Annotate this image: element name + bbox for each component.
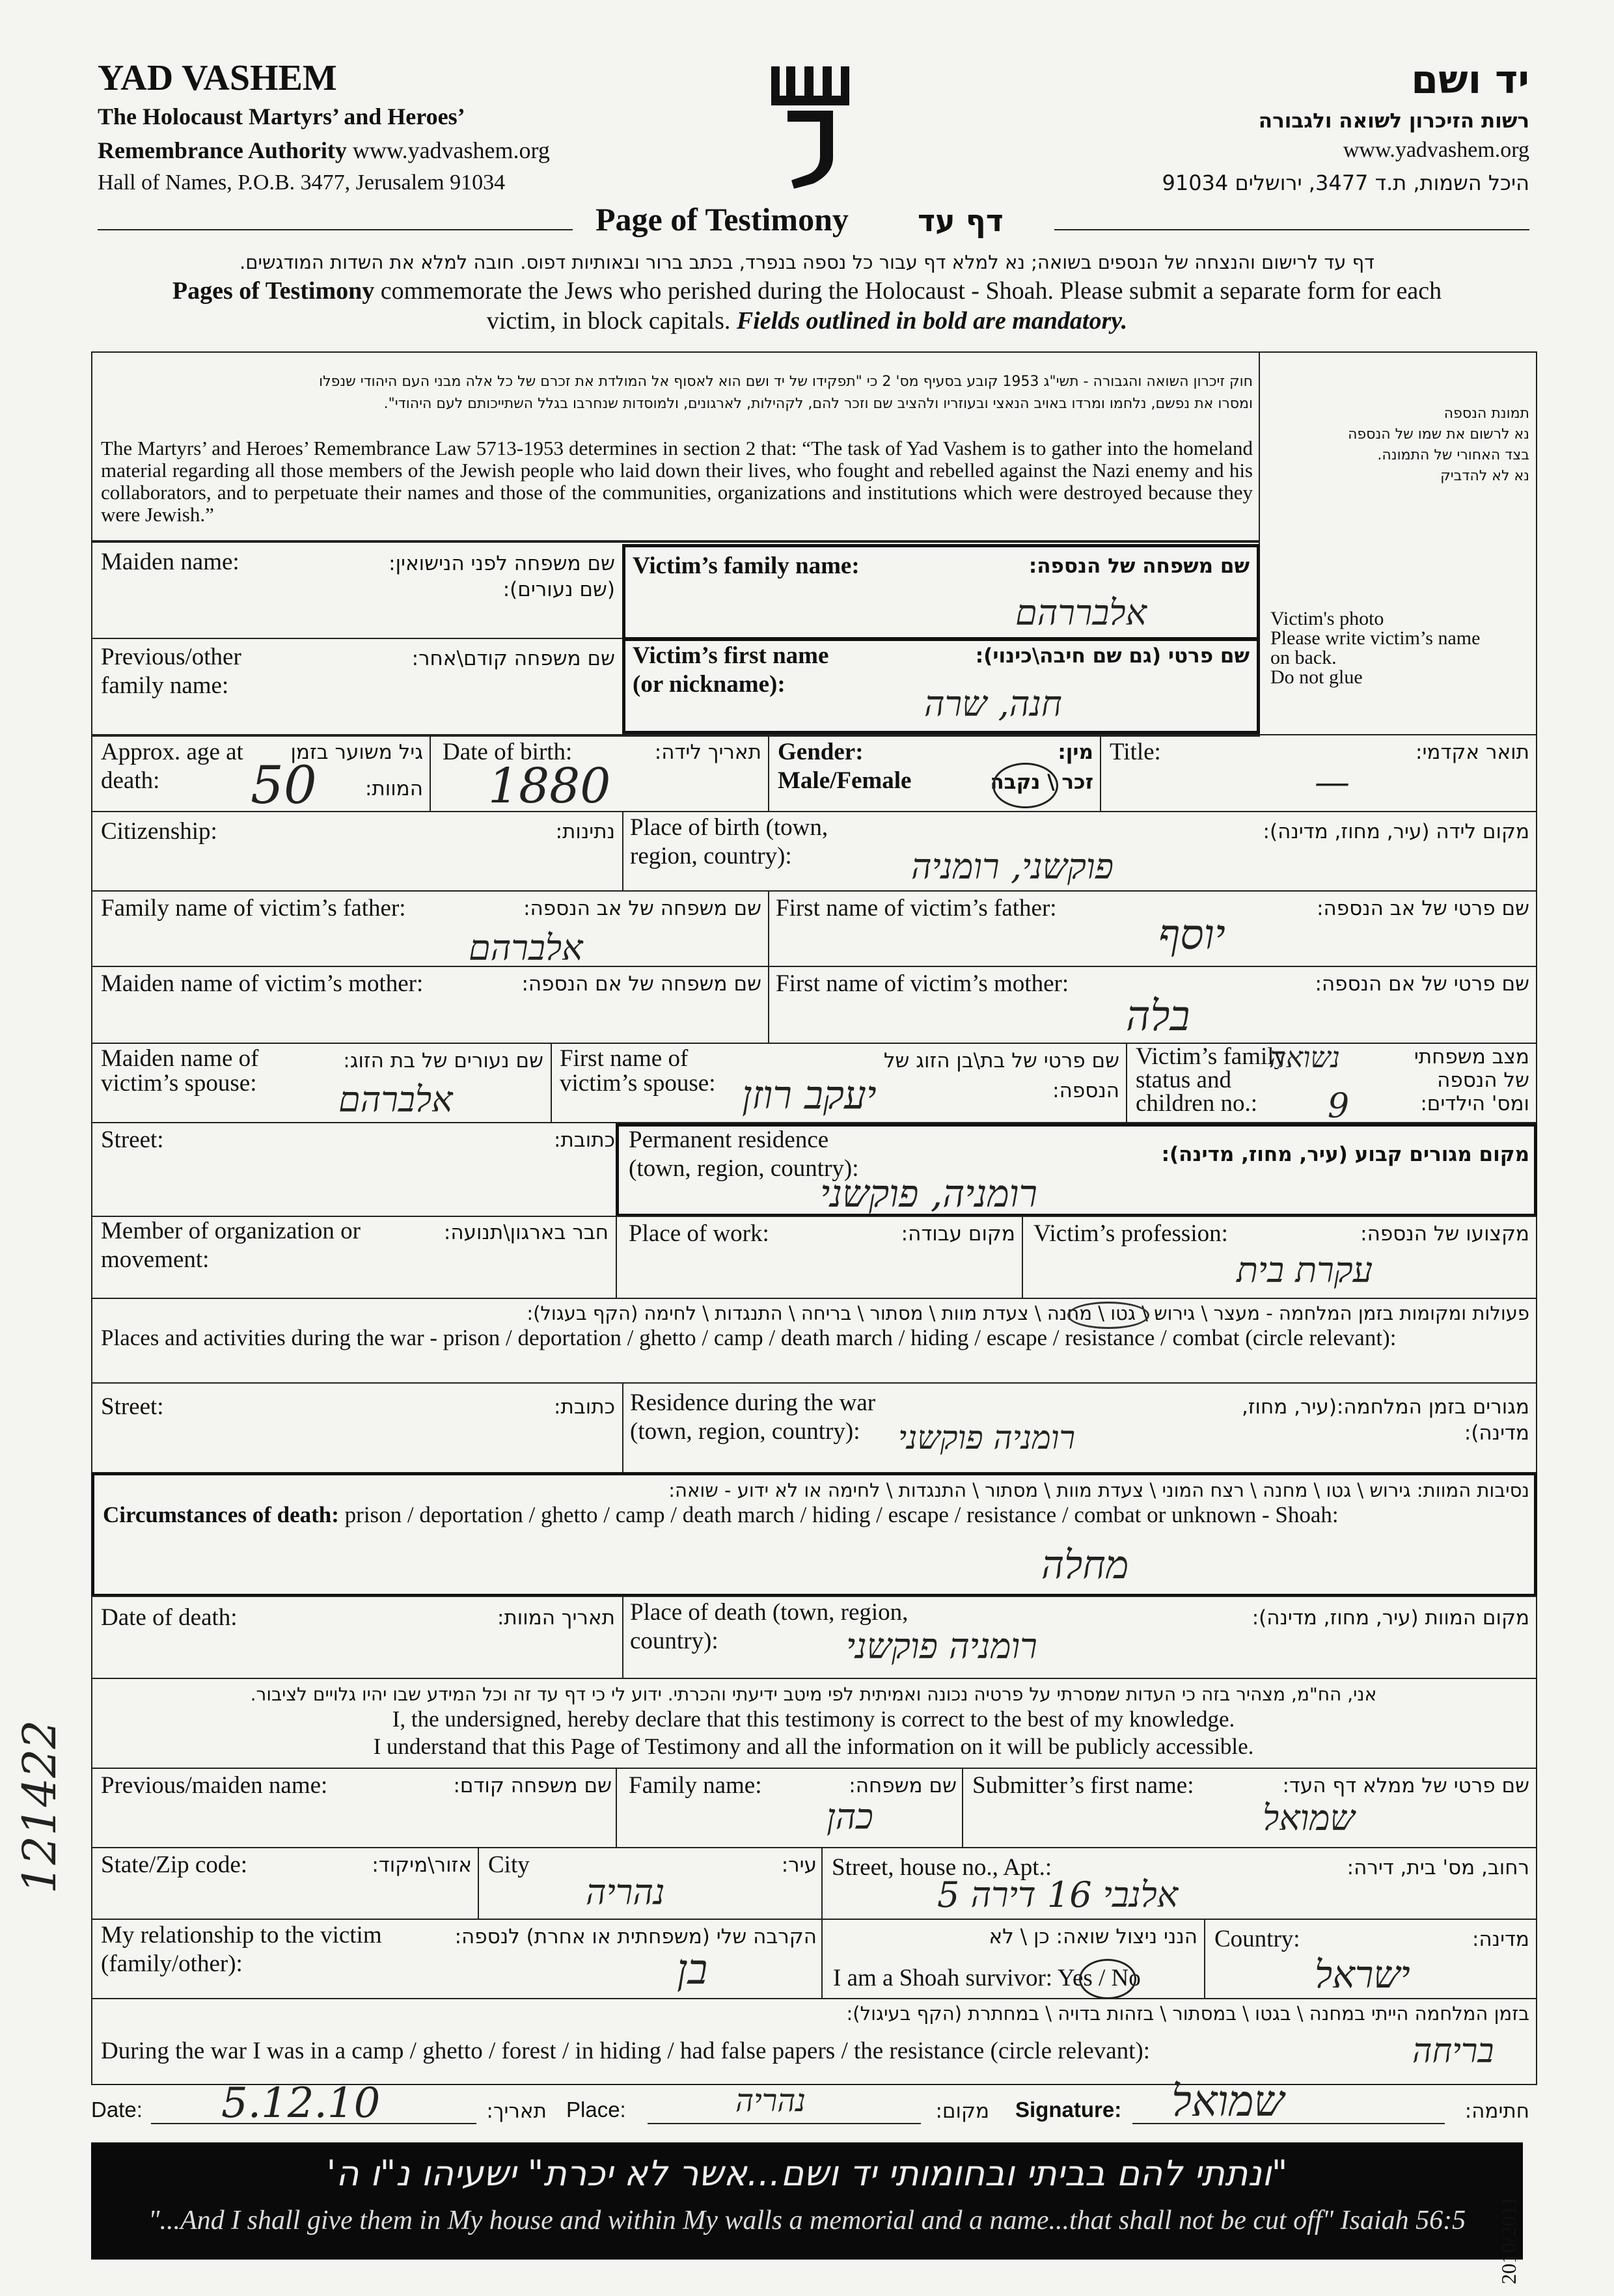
pob-label: [630, 813, 828, 871]
sub-family-value: כהן: [827, 1796, 873, 1837]
intro-en: [78, 276, 1536, 336]
pod-label-he: מקום המוות (עיר, מחוז, מדינה):: [1252, 1606, 1529, 1630]
sub-family-label-he: שם משפחה:: [849, 1774, 957, 1797]
footer-quote-he: "ונתתי להם בביתי ובחומותי יד ושם...אשר לא יכרת" ישעיהו נ"ו ה': [326, 2153, 1288, 2194]
perm-res-value: רומניה, פוקשני: [820, 1171, 1038, 1216]
signature-label: Signature:: [1015, 2098, 1122, 2122]
victim-first-en2: (or nickname):: [633, 671, 786, 698]
place-line: [648, 2123, 921, 2124]
footer-quote-en: "...And I shall give them in My house and within My walls a memorial and a name...that shall not be cut off" Isaiah 56:5: [148, 2206, 1466, 2235]
org-name-he: יד ושם: [1411, 57, 1529, 103]
law-he-line1: חוק זיכרון השואה והגבורה - תשי"ג 1953 קובע בסעיף מס' 2 כי "תפקידו של יד ושם הוא לאסוף אל המולדת את זכרם של כל אלה מבני העם היהודי שנפלו: [319, 374, 1253, 390]
spouse-first-value: יעקב רוזן: [742, 1073, 877, 1118]
spouse-first-he: שם פרטי של בת\בן הזוג של: [883, 1049, 1119, 1073]
divider-mother: [768, 966, 769, 1044]
row-names-divider: [91, 638, 625, 639]
sub-family-label: Family name:: [629, 1772, 762, 1799]
dob-label-he: תאריך לידה:: [654, 741, 761, 764]
deportation-circle: [1067, 1302, 1149, 1329]
divider-rel2: [1204, 1919, 1205, 1999]
divider-work: [1022, 1216, 1023, 1299]
perm-res-en2: (town, region, country):: [629, 1155, 859, 1182]
pob-en2: region, country):: [630, 843, 792, 869]
photo-en-line4: Do not glue: [1270, 666, 1363, 688]
gender-en2: Male/Female: [778, 767, 912, 794]
war-res-value: רומניה פוקשני: [898, 1419, 1076, 1456]
divider-addr2: [821, 1847, 823, 1920]
street2-label-he: רחוב, מס' בית, דירה:: [1347, 1856, 1529, 1879]
photo-en-line1: Victim's photo: [1270, 608, 1384, 629]
place-label: Place:: [566, 2098, 626, 2122]
street2-label: Street, house no., Apt.:: [832, 1854, 1052, 1881]
children-value: 9: [1328, 1087, 1350, 1126]
org-name-en: YAD VASHEM: [98, 58, 337, 98]
circ-en-bold: Circumstances of death:: [103, 1502, 339, 1527]
work-label-he: מקום עבודה:: [901, 1222, 1015, 1246]
family-status-label-he: [1399, 1045, 1529, 1115]
street2-value: אלנבי 16 דירה 5: [937, 1874, 1179, 1915]
header-rule-left: [98, 229, 573, 230]
title-label-he: תואר אקדמי:: [1416, 741, 1529, 764]
country-label: Country:: [1214, 1926, 1300, 1952]
war-res-en: Residence during the war: [630, 1389, 876, 1416]
header-rule-right: [1054, 229, 1529, 230]
sub-prev-label: Previous/maiden name:: [101, 1772, 328, 1799]
dob-value: 1880: [488, 758, 611, 814]
intro-mandatory-note: Fields outlined in bold are mandatory.: [736, 307, 1128, 335]
spouse-maiden-label: [101, 1046, 258, 1096]
divider-death: [622, 1596, 623, 1679]
spouse-first-en: First name of: [560, 1045, 689, 1072]
sub-prev-label-he: שם משפחה קודם:: [453, 1774, 612, 1797]
pob-value: פוקשני, רומניה: [911, 846, 1114, 887]
divider-citizenship: [622, 811, 623, 892]
gender-he2: זכר \ נקבה: [990, 771, 1093, 794]
places-en: Places and activities during the war - prison / deportation / ghetto / camp / death march / hiding / escape / resistance / combat (circle relevant):: [101, 1325, 1397, 1350]
spouse-maiden-en2: victim’s spouse:: [101, 1070, 257, 1097]
circ-en: [103, 1501, 1339, 1529]
victim-family-value: אלבררהם: [1015, 592, 1147, 633]
age-label: [101, 738, 243, 795]
website-en: www.yadvashem.org: [352, 137, 550, 163]
declare-he: אני, הח"מ, מצהיר בזה כי העדות שמסרתי על פרטיה נכונה ואמיתית לפי מיטב ידיעתי והכרתי. ידוע לי כי דף עד זה וכל המידע שבו יהיו גלויים לציבור.: [250, 1684, 1377, 1705]
intro-bold-title: Pages of Testimony: [172, 277, 375, 305]
age-value: 50: [251, 755, 317, 815]
title-label: Title:: [1110, 739, 1161, 765]
spouse-first-en2: victim’s spouse:: [560, 1070, 716, 1097]
family-status-en3: children no.:: [1136, 1090, 1258, 1117]
spouse-maiden-label-he: שם נעורים של בת הזוג:: [343, 1049, 543, 1073]
form-year: 2010/2011: [1497, 2196, 1520, 2284]
intro-he: דף עד לרישום והנצחה של הנספים בשואה; נא למלא דף עבור כל נספה בנפרד, בכתב ברור ובאותיות דפוס. חובה למלא את השדות המודגשים.: [239, 251, 1375, 273]
place-label-he: מקום:: [935, 2099, 989, 2123]
maiden-name-he: שם משפחה לפני הנישואין:: [389, 552, 615, 575]
divider-war: [622, 1382, 623, 1473]
victim-family-label: Victim’s family name:: [633, 553, 860, 579]
rel-label-he: הקרבה שלי (משפחתית או אחרת) לנספה:: [454, 1925, 817, 1948]
photo-en-line3: on back.: [1270, 647, 1337, 668]
rel-en: My relationship to the victim: [101, 1922, 382, 1948]
sub-first-value: שמואל: [1263, 1797, 1355, 1838]
org-label: [101, 1217, 361, 1274]
place-value: נהריה: [735, 2083, 806, 2119]
divider-sub1: [616, 1768, 617, 1848]
family-status-value: נשואה: [1269, 1041, 1340, 1074]
divider-org: [616, 1216, 617, 1299]
circ-value: מחלה: [1041, 1542, 1129, 1588]
signature-label-he: חתימה:: [1464, 2099, 1529, 2123]
victim-first-label-he: שם פרטי (גם שם חיבה\כינוי):: [975, 644, 1250, 668]
mother-first-value: בלה: [1126, 992, 1190, 1041]
website-he: www.yadvashem.org: [1343, 138, 1529, 162]
mother-first-label-he: שם פרטי של אם הנספה:: [1315, 972, 1529, 996]
pob-en: Place of birth (town,: [630, 814, 828, 841]
family-status-he3: ומס' הילדים:: [1420, 1092, 1529, 1115]
age-he2: המוות:: [364, 777, 423, 800]
org-subtitle-he: רשות הזיכרון לשואה ולגבורה: [1258, 109, 1529, 133]
perm-res-en: Permanent residence: [629, 1127, 829, 1153]
org-subtitle-en-2: [98, 137, 550, 164]
family-status-he: מצב משפחתי: [1414, 1045, 1529, 1069]
war-street-label-he: כתובת:: [554, 1395, 615, 1419]
victim-first-en: Victim’s first name: [633, 642, 829, 669]
prev-family-label: [101, 643, 241, 700]
war-res-label-he: מגורים בזמן המלחמה:(עיר, מחוז, מדינה):: [1241, 1395, 1529, 1445]
father-first-value: יוסף: [1158, 911, 1225, 959]
war-res-en2: (town, region, country):: [630, 1418, 860, 1445]
signature-value: שמואל: [1171, 2076, 1285, 2126]
perm-res-label-he: מקום מגורים קבוע (עיר, מחוז, מדינה):: [1161, 1143, 1529, 1166]
org-subtitle-en: The Holocaust Martyrs’ and Heroes’: [98, 103, 465, 130]
declare-en1: I, the undersigned, hereby declare that this testimony is correct to the best of my knowledge.: [392, 1706, 1235, 1732]
wartime-value: בריחה: [1412, 2032, 1494, 2071]
dod-label-he: תאריך המוות:: [497, 1606, 615, 1630]
margin-number: 121422: [13, 1719, 66, 1894]
maiden-name-he2: (שם נעורים):: [502, 578, 615, 601]
mother-maiden-label-he: שם משפחה של אם הנספה:: [521, 972, 761, 996]
divider-age: [430, 734, 431, 812]
org-authority-label: Remembrance Authority: [98, 137, 347, 163]
law-he-line2: ומסרו את נפשם, נלחמו ומרדו באויב הנאצי ובעוזריו ולהציב שם וזכר להם, לקהילות, לארגונים, ולמוסדות שנחרבו בגלל השתייכותם לעם היהודי".: [383, 396, 1253, 412]
mother-first-label: First name of victim’s mother:: [776, 970, 1069, 997]
street-label: Street:: [101, 1127, 164, 1153]
citizenship-label: Citizenship:: [101, 818, 217, 845]
age-en2: death:: [101, 767, 160, 794]
family-status-en: Victim’s family: [1136, 1043, 1287, 1070]
divider-status: [1126, 1043, 1127, 1123]
spouse-maiden-value: אלברהם: [338, 1079, 453, 1120]
org-en2: movement:: [101, 1246, 210, 1273]
rel-label: [101, 1921, 382, 1978]
city-label: City: [488, 1852, 530, 1878]
father-family-label: Family name of victim’s father:: [101, 895, 406, 922]
profession-label: Victim’s profession:: [1033, 1220, 1228, 1247]
intro-line2: victim, in block capitals.: [486, 307, 737, 335]
war-res-label: [630, 1389, 875, 1446]
photo-instructions-en: [1270, 609, 1480, 687]
declare-en2: I understand that this Page of Testimony and all the information on it will be publicly accessible.: [373, 1734, 1254, 1759]
date-label-he: תאריך:: [486, 2099, 547, 2123]
circ-he: נסיבות המוות: גירוש \ גטו \ מחנה \ רצח המוני \ צעדת מוות \ מסתור \ התנגדות \ לחימה או לא ידוע - שואה:: [668, 1479, 1529, 1501]
survivor-label-he: הנני ניצול שואה: כן \ לא: [989, 1925, 1197, 1948]
gender-label: [778, 738, 911, 795]
divider-addr1: [478, 1847, 479, 1920]
page-title-he: דף עד: [918, 203, 1004, 238]
father-first-label: First name of victim’s father:: [776, 895, 1057, 922]
org-label-he: חבר בארגון\תנועה:: [443, 1221, 609, 1244]
father-family-value: אלברהם: [469, 927, 583, 968]
pod-en2: country):: [630, 1628, 718, 1654]
photo-en-line2: Please write victim’s name: [1270, 627, 1481, 649]
rel-value: בן: [677, 1946, 708, 1994]
yad-vashem-logo: [768, 60, 853, 190]
survivor-label: I am a Shoah survivor: Yes / No: [833, 1965, 1141, 1991]
page-title-en: Page of Testimony: [595, 201, 849, 238]
family-status-he2: של הנספה: [1437, 1069, 1529, 1092]
spouse-first-he2: הנספה:: [1052, 1079, 1119, 1102]
date-label: Date:: [91, 2098, 143, 2122]
pod-en: Place of death (town, region,: [630, 1599, 909, 1626]
pod-value: רומניה פוקשני: [846, 1626, 1037, 1667]
survivor-yes-circle: [1079, 1959, 1136, 1999]
war-street-label: Street:: [101, 1393, 164, 1420]
gender-he: מין:: [1058, 741, 1093, 764]
date-value: 5.12.10: [221, 2079, 381, 2127]
zip-label: State/Zip code:: [101, 1852, 248, 1878]
street-label-he: כתובת:: [554, 1128, 615, 1152]
city-label-he: עיר:: [781, 1853, 817, 1877]
intro-line1: commemorate the Jews who perished during the Holocaust - Shoah. Please submit a separate form for each: [374, 277, 1442, 305]
family-status-label: [1136, 1045, 1286, 1115]
photo-instructions-he: [1269, 403, 1529, 487]
circ-en-rest: prison / deportation / ghetto / camp / death march / hiding / escape / resistance / combat or unknown - Shoah:: [338, 1502, 1339, 1527]
address-he: היכל השמות, ת.ד 3477, ירושלים 91034: [1162, 171, 1529, 195]
law-he: [101, 371, 1253, 415]
profession-value: עקרת בית: [1237, 1250, 1373, 1291]
age-he: גיל משוער בזמן: [290, 741, 423, 764]
country-value: ישראל: [1315, 1952, 1410, 1997]
address-en: Hall of Names, P.O.B. 3477, Jerusalem 91034: [98, 171, 506, 195]
photo-he-line3: בצד האחורי של התמונה.: [1377, 447, 1529, 463]
father-family-label-he: שם משפחה של אב הנספה:: [523, 897, 761, 920]
country-label-he: מדינה:: [1471, 1928, 1529, 1951]
family-status-en2: status and: [1136, 1067, 1231, 1093]
sub-first-label: Submitter’s first name:: [972, 1772, 1194, 1799]
divider-dob: [768, 734, 769, 812]
maiden-name-label-he: [361, 551, 615, 603]
profession-label-he: מקצועו של הנספה:: [1360, 1222, 1529, 1246]
photo-he-line2: נא לרשום את שמו של הנספה: [1348, 426, 1529, 443]
spouse-first-label: [560, 1046, 715, 1096]
places-he: פעולות ומקומות בזמן המלחמה - מעצר \ גירוש \ גטו \ מחנה \ צעדת מוות \ מסתור \ בריחה \ התנגדות \ לחימה (הקף בעגול):: [527, 1302, 1529, 1324]
org-en: Member of organization or: [101, 1218, 361, 1244]
city-value: נהריה: [586, 1872, 665, 1913]
maiden-name-label: Maiden name:: [101, 549, 239, 575]
spouse-maiden-en: Maiden name of: [101, 1045, 259, 1072]
wartime-en: During the war I was in a camp / ghetto / forest / in hiding / had false papers / the resistance (circle relevant):: [101, 2038, 1151, 2064]
victim-family-label-he: שם משפחה של הנספה:: [1028, 554, 1250, 578]
age-en: Approx. age at: [101, 739, 243, 765]
gender-circle: [992, 763, 1058, 808]
work-label: Place of work:: [629, 1220, 769, 1247]
gender-en: Gender:: [778, 739, 864, 765]
rel-en2: (family/other):: [101, 1950, 243, 1977]
prev-family-en2: family name:: [101, 672, 229, 699]
photo-he-line4: נא לא להדביק: [1440, 468, 1529, 484]
victim-first-label: [633, 642, 828, 699]
divider-rel1: [821, 1919, 823, 1999]
law-en: The Martyrs’ and Heroes’ Remembrance Law 5713-1953 determines in section 2 that: “The task of Yad Vashem is to gather into the homeland material regarding all those members of the Jewish people who laid down their lives, who fought and rebelled against the Nazi enemy and his collaborators, and to perpetuate their names and those of the communities, organizations and institutions which were destroyed because they were Jewish.”: [101, 437, 1253, 526]
zip-label-he: אזור\מיקוד:: [372, 1853, 472, 1877]
dob-label: Date of birth:: [443, 739, 573, 765]
pob-label-he: מקום לידה (עיר, מחוז, מדינה):: [1263, 820, 1529, 843]
divider-spouse: [551, 1043, 552, 1123]
wartime-he: בזמן המלחמה הייתי במחנה \ בגטו \ במסתור \ בזהות בדויה \ במחתרת (הקף בעיגול):: [846, 2002, 1529, 2025]
dod-label: Date of death:: [101, 1604, 238, 1631]
photo-he-line1: תמונת הנספה: [1443, 405, 1529, 422]
victim-first-value: חנה, שרה: [924, 683, 1062, 724]
divider-sub2: [962, 1768, 963, 1848]
title-value: —: [1315, 761, 1350, 802]
sub-first-label-he: שם פרטי של ממלא דף העד:: [1282, 1774, 1529, 1797]
prev-family-label-he: שם משפחה קודם\אחר:: [411, 647, 615, 670]
father-first-label-he: שם פרטי של אב הנספה:: [1317, 897, 1529, 920]
divider-father: [768, 890, 769, 967]
citizenship-label-he: נתינות:: [555, 820, 615, 843]
mother-maiden-label: Maiden name of victim’s mother:: [101, 970, 424, 997]
divider-gender: [1100, 734, 1101, 812]
prev-family-en: Previous/other: [101, 644, 241, 670]
